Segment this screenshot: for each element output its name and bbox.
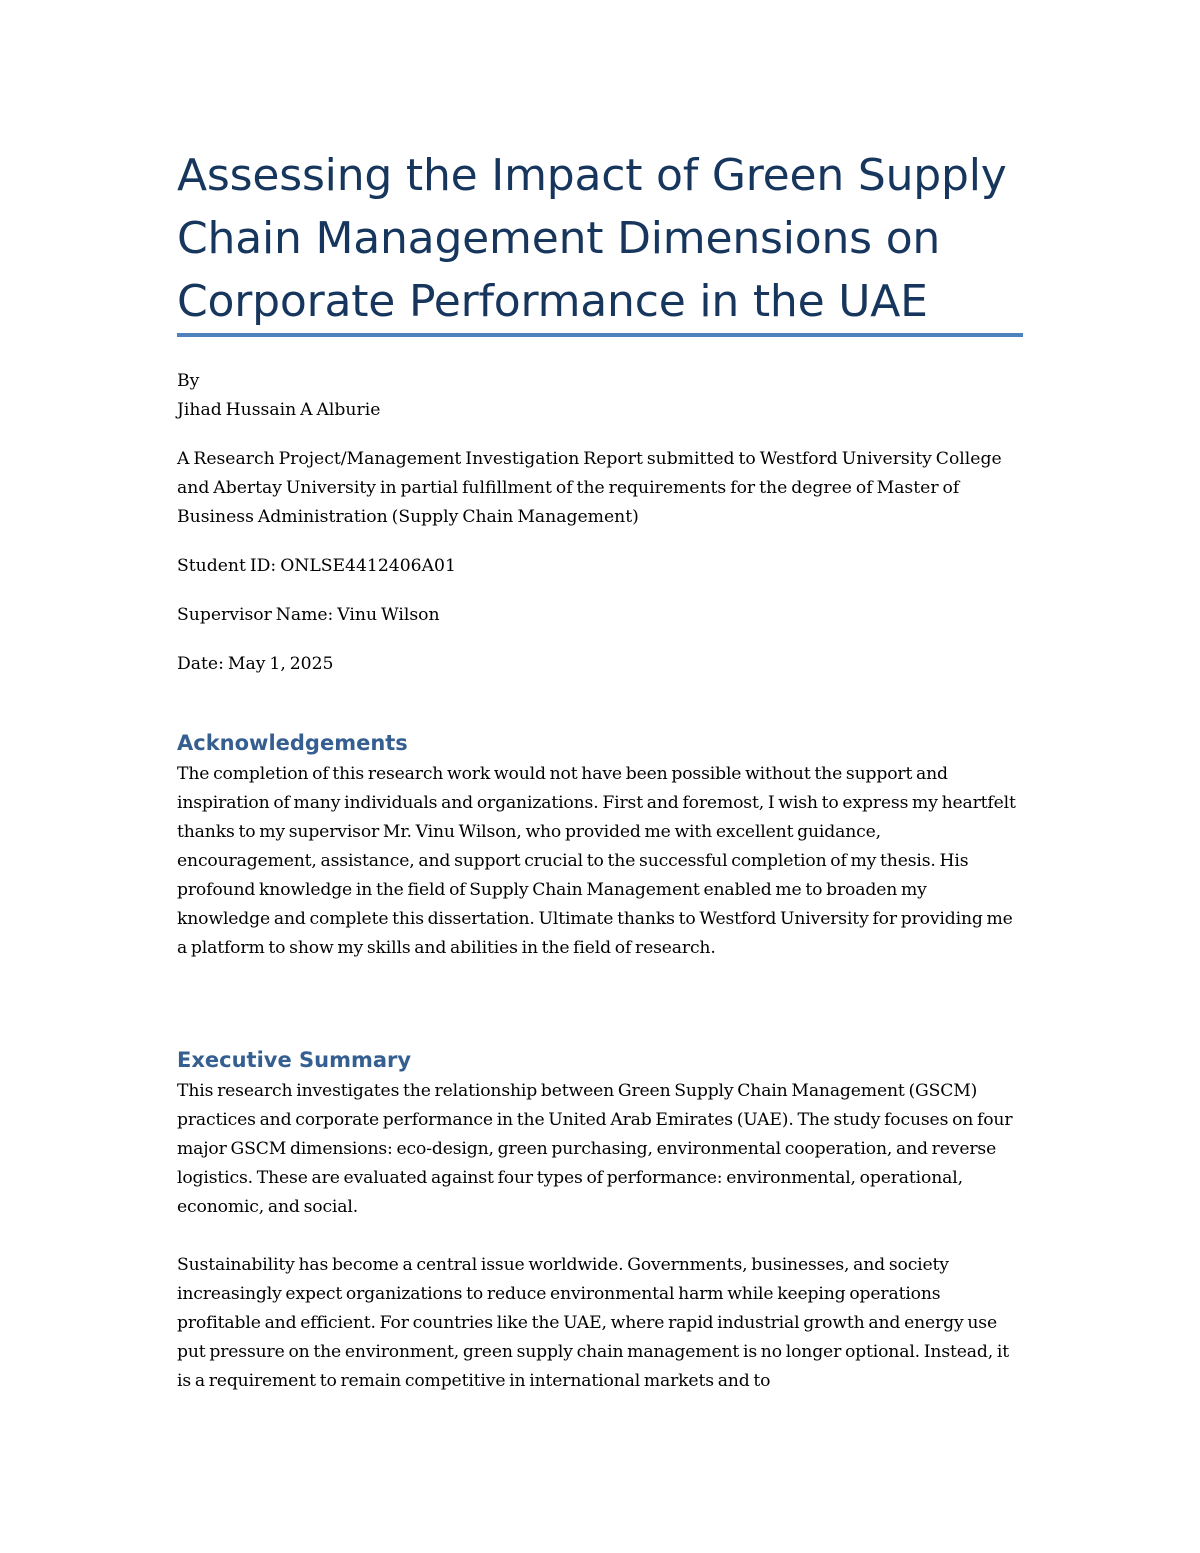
supervisor-name: Supervisor Name: Vinu Wilson [177,605,440,625]
executive-summary-paragraph: Sustainability has become a central issue worldwide. Governments, businesses, and society increasingly expect organizations to reduce environmental harm while keeping operations profitable and efficient. For countries like the UAE, where rapid industrial growth and energy use put pressure on the environment, green supply chain management is no longer optional. Instead, it is a requirement to remain competitive in international markets and to [177,1255,1009,1391]
executive-summary-heading: Executive Summary [177,1048,412,1072]
acknowledgements-heading: Acknowledgements [177,731,408,755]
document-title: Assessing the Impact of Green Supply Chain Management Dimensions on Corporate Performance in the UAE [177,150,1007,327]
title-underline-rule [177,333,1023,337]
submission-statement: A Research Project/Management Investigation Report submitted to Westford University College and Abertay University in partial fulfillment of the requirements for the degree of Master of Business Administration (Supply Chain Management) [177,449,1002,527]
executive-summary-paragraph: This research investigates the relationship between Green Supply Chain Management (GSCM) practices and corporate performance in the United Arab Emirates (UAE). The study focuses on four major GSCM dimensions: eco-design, green purchasing, environmental cooperation, and reverse logistics. These are evaluated against four types of performance: environmental, operational, economic, and social. [177,1081,1013,1217]
author-name: Jihad Hussain A Alburie [177,400,381,420]
submission-date: Date: May 1, 2025 [177,654,334,674]
student-id: Student ID: ONLSE4412406A01 [177,556,456,576]
executive-summary-section [177,1043,1023,1425]
acknowledgements-body: The completion of this research work would not have been possible without the support and inspiration of many individuals and organizations. First and foremost, I wish to express my heartfelt thanks to my supervisor Mr. Vinu Wilson, who provided me with excellent guidance, encouragement, assistance, and support crucial to the successful completion of my thesis. His profound knowledge in the field of Supply Chain Management enabled me to broaden my knowledge and complete this dissertation. Ultimate thanks to Westford University for providing me a platform to show my skills and abilities in the field of research. [177,764,1016,958]
by-label: By [177,371,200,391]
title-page-details [177,367,1023,699]
acknowledgements-section [177,726,1023,992]
